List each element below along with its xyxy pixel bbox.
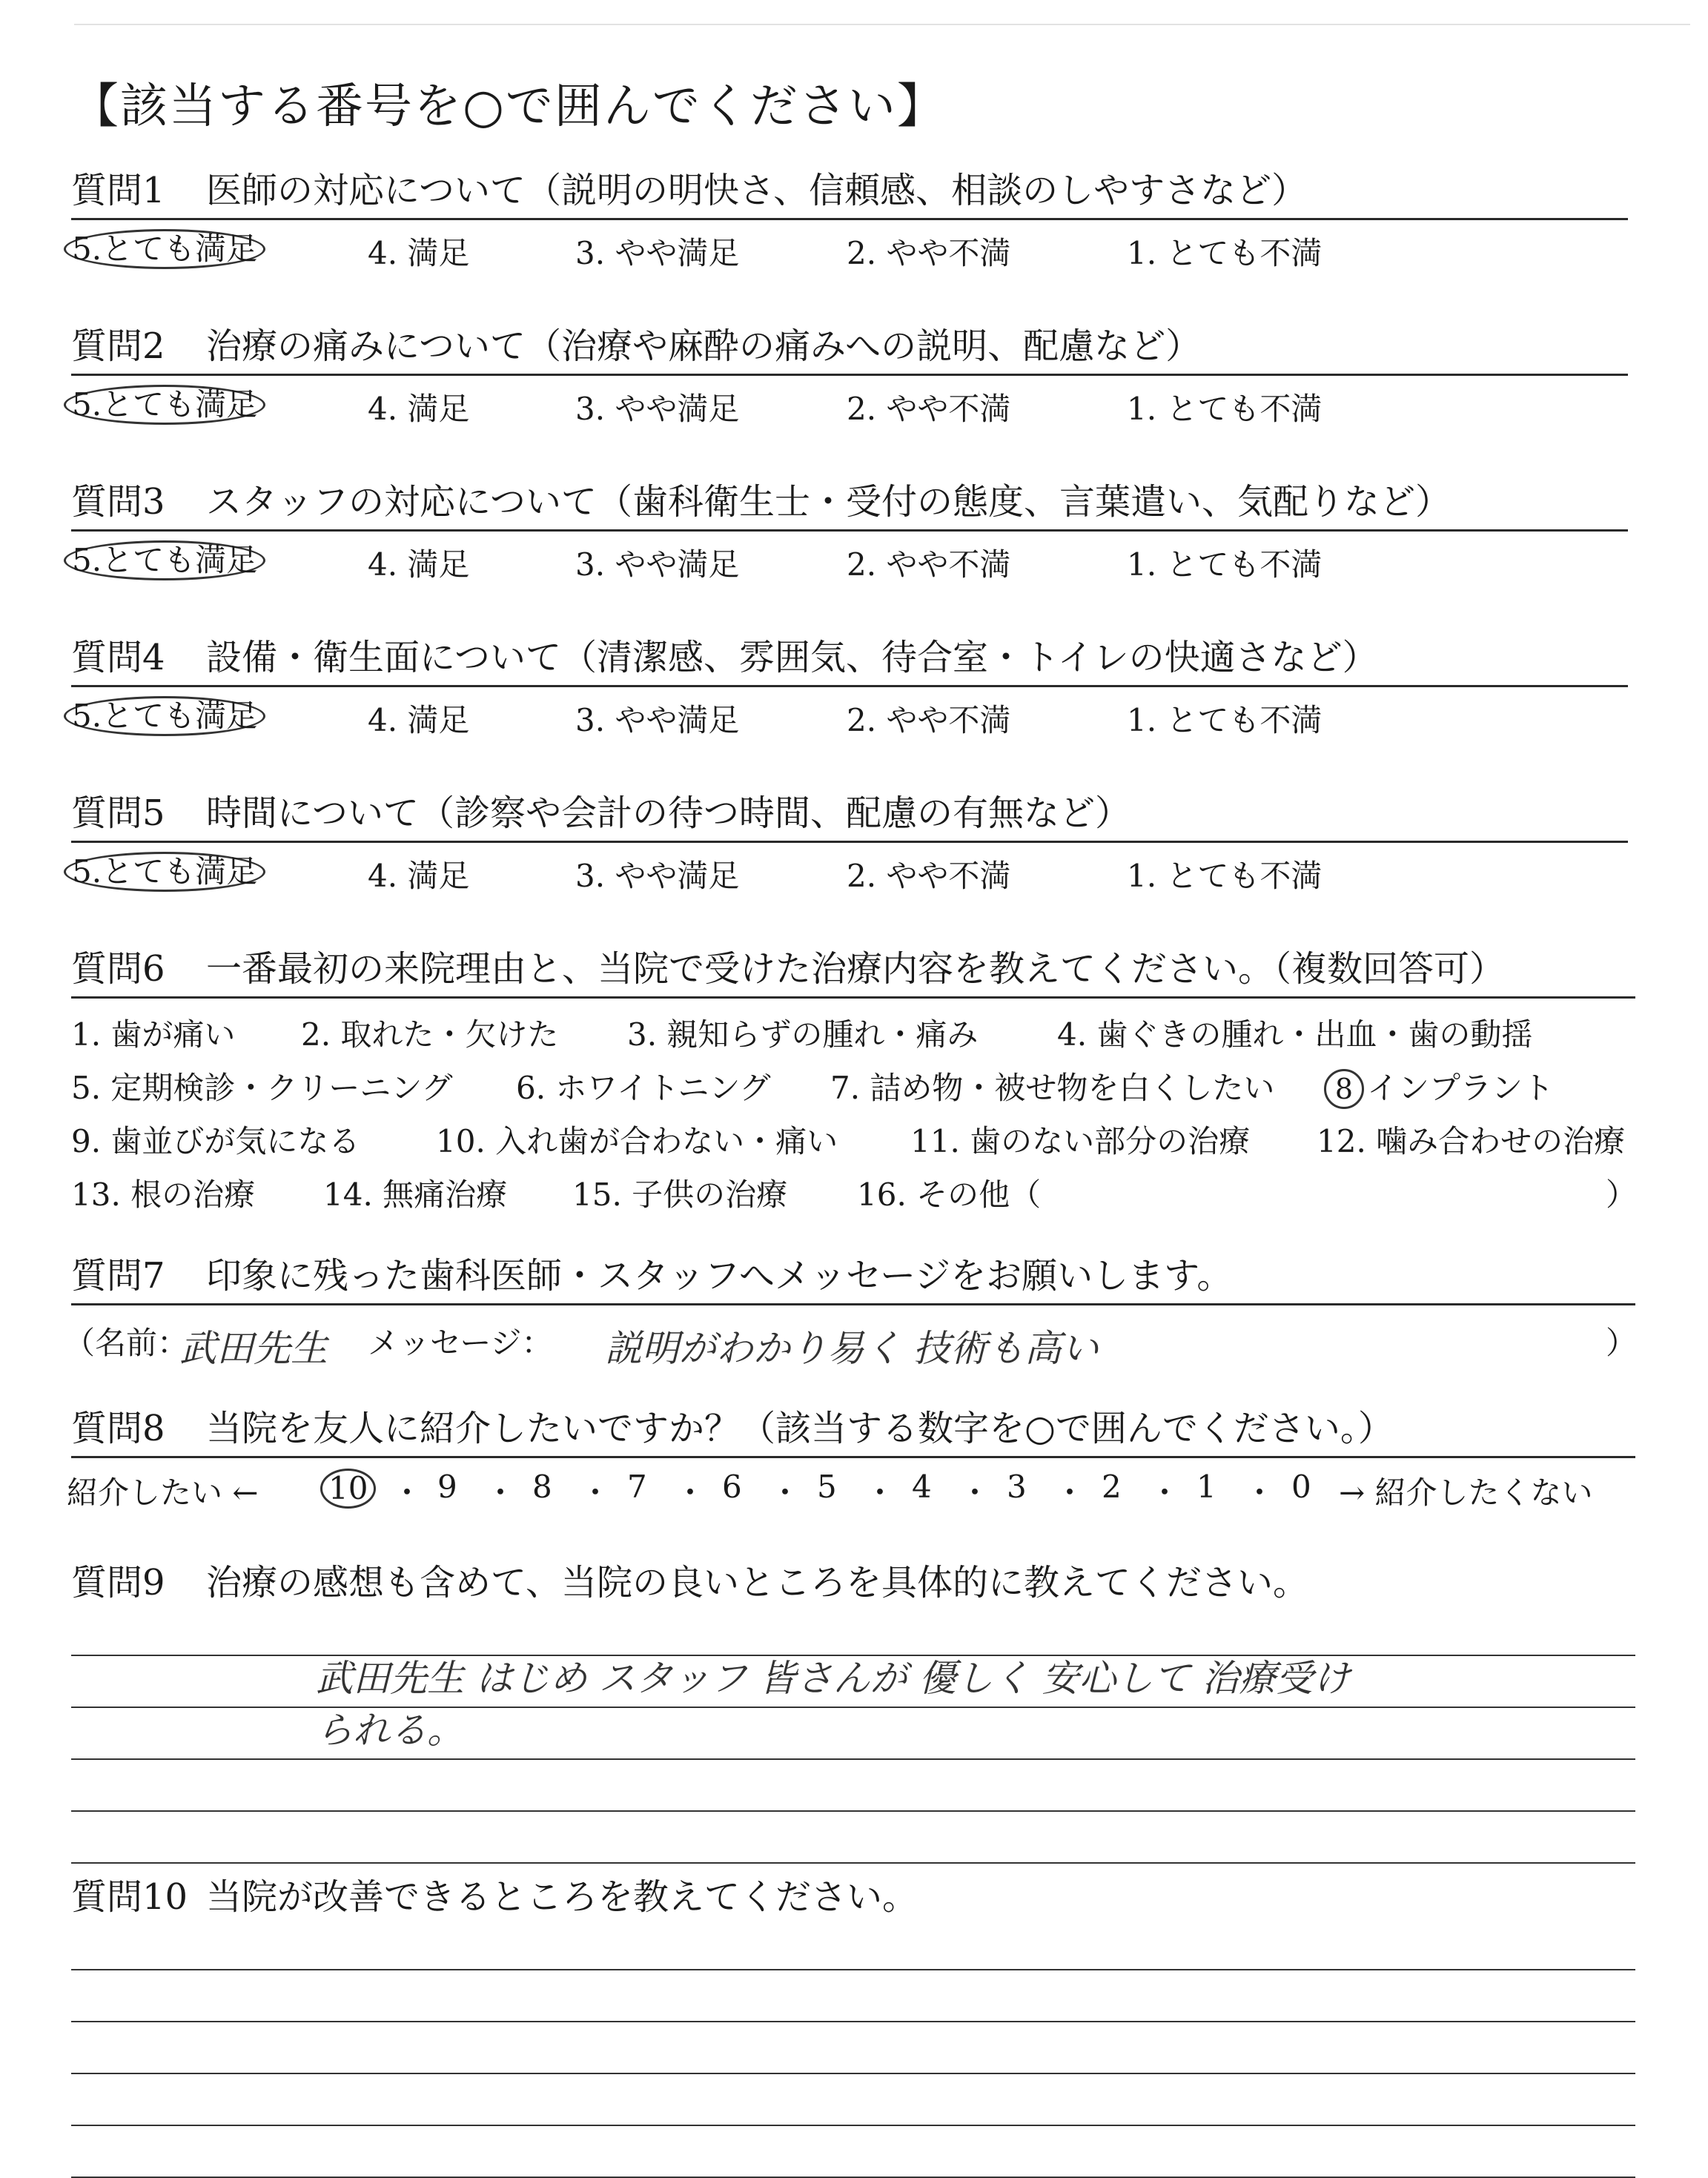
question-text: スタッフの対応について（歯科衛生士・受付の態度、言葉遣い、気配りなど） [206, 481, 1452, 523]
answer-option-2[interactable]: 2. やや不満 [847, 546, 1011, 583]
scale-option-1[interactable]: 1 [1196, 1469, 1217, 1505]
reason-option-6[interactable]: 6. ホワイトニング [516, 1070, 771, 1106]
question-10 [71, 1876, 1635, 2178]
question-2 [71, 325, 1628, 429]
referral-scale [67, 1469, 1635, 1513]
question-5 [71, 792, 1628, 896]
answer-option-3[interactable]: 3. やや満足 [575, 235, 740, 271]
scale-option-9[interactable]: 9 [437, 1469, 457, 1505]
answer-option-3[interactable]: 3. やや満足 [575, 391, 740, 427]
answer-option-4[interactable]: 4. 満足 [368, 391, 470, 427]
answer-option-5-selected[interactable]: 5.とても満足 [64, 696, 265, 736]
answer-line[interactable] [71, 2022, 1635, 2074]
reason-option-12[interactable]: 12. 噛み合わせの治療 [1317, 1123, 1626, 1159]
handwritten-answer: られる。 [316, 1709, 464, 1752]
message-row [64, 1314, 1638, 1370]
answer-line[interactable] [71, 2074, 1635, 2126]
scale-option-8[interactable]: 8 [532, 1469, 552, 1505]
answer-options [71, 696, 1628, 741]
reason-option-16-other[interactable]: 16. その他（ [857, 1176, 1042, 1213]
scale-separator: ・ [580, 1474, 612, 1511]
scale-separator: ・ [485, 1474, 517, 1511]
scale-separator: ・ [959, 1474, 991, 1511]
other-close-paren: ） [1606, 1176, 1638, 1213]
name-answer[interactable]: 武田先生 [179, 1327, 328, 1370]
question-number: 質問5 [71, 792, 165, 834]
scale-left-label: 紹介したい ← [67, 1474, 259, 1511]
question-9 [71, 1561, 1635, 1864]
message-close-paren: ） [1606, 1325, 1638, 1361]
reason-option-7[interactable]: 7. 詰め物・被せ物を白くしたい [830, 1070, 1275, 1106]
question-text: 治療の痛みについて（治療や麻酔の痛みへの説明、配慮など） [206, 325, 1202, 367]
answer-option-1[interactable]: 1. とても不満 [1127, 235, 1323, 271]
answer-option-3[interactable]: 3. やや満足 [575, 546, 740, 583]
answer-option-3[interactable]: 3. やや満足 [575, 702, 740, 738]
answer-option-1[interactable]: 1. とても不満 [1127, 702, 1323, 738]
message-label: メッセージ： [368, 1325, 553, 1361]
selected-circle: 8 [1324, 1069, 1364, 1109]
top-rule [74, 24, 1690, 25]
answer-option-2[interactable]: 2. やや不満 [847, 702, 1011, 738]
question-text: 治療の感想も含めて、当院の良いところを具体的に教えてください。 [206, 1562, 1309, 1603]
question-text: 当院が改善できるところを教えてください。 [206, 1876, 918, 1918]
answer-option-1[interactable]: 1. とても不満 [1127, 858, 1323, 894]
answer-option-1[interactable]: 1. とても不満 [1127, 391, 1323, 427]
reason-option-1[interactable]: 1. 歯が痛い [71, 1016, 236, 1053]
reason-options-grid [71, 1010, 1638, 1224]
question-number: 質問10 [71, 1876, 188, 1918]
scale-option-3[interactable]: 3 [1007, 1469, 1027, 1505]
scale-option-5[interactable]: 5 [817, 1469, 837, 1505]
scale-separator: ・ [1149, 1474, 1181, 1511]
reason-option-2[interactable]: 2. 取れた・欠けた [301, 1016, 559, 1053]
answer-option-2[interactable]: 2. やや不満 [847, 858, 1011, 894]
question-6 [71, 947, 1638, 1224]
question-number: 質問3 [71, 481, 165, 523]
handwritten-answer: 武田先生 はじめ スタッフ 皆さんが 優しく 安心して 治療受け [316, 1657, 1351, 1700]
reason-option-14[interactable]: 14. 無痛治療 [323, 1176, 508, 1213]
answer-line[interactable] [71, 2126, 1635, 2178]
message-answer[interactable]: 説明がわかり易く 技術も高い [605, 1327, 1099, 1370]
answer-line[interactable] [71, 1919, 1635, 1970]
question-3 [71, 480, 1628, 585]
answer-line[interactable] [71, 1970, 1635, 2022]
question-number: 質問2 [71, 325, 165, 367]
reason-option-4[interactable]: 4. 歯ぐきの腫れ・出血・歯の動揺 [1057, 1016, 1533, 1053]
answer-line[interactable] [71, 1760, 1635, 1812]
answer-options [71, 229, 1628, 274]
scale-option-10-selected[interactable]: 10 [320, 1469, 376, 1509]
answer-line[interactable] [71, 1812, 1635, 1864]
question-text: 設備・衛生面について（清潔感、雰囲気、待合室・トイレの快適さなど） [206, 637, 1378, 678]
reason-option-8-selected[interactable] [1324, 1064, 1554, 1109]
scale-separator: ・ [391, 1474, 423, 1511]
scale-option-6[interactable]: 6 [722, 1469, 742, 1505]
form-header: 【該当する番号を○で囲んでください】 [71, 79, 946, 134]
question-text: 医師の対応について（説明の明快さ、信頼感、相談のしやすさなど） [206, 170, 1308, 211]
scale-separator: ・ [769, 1474, 801, 1511]
question-number: 質問6 [71, 948, 165, 990]
reason-option-label: インプラント [1367, 1070, 1555, 1106]
scale-separator: ・ [864, 1474, 896, 1511]
question-number: 質問9 [71, 1562, 165, 1603]
scale-separator: ・ [1244, 1474, 1276, 1511]
answer-options [71, 540, 1628, 585]
answer-option-5-selected[interactable]: 5.とても満足 [64, 385, 265, 425]
answer-option-5-selected[interactable]: 5.とても満足 [64, 229, 265, 269]
answer-options [71, 852, 1628, 896]
scale-separator: ・ [675, 1474, 706, 1511]
answer-option-4[interactable]: 4. 満足 [368, 858, 470, 894]
reason-option-10[interactable]: 10. 入れ歯が合わない・痛い [436, 1123, 838, 1159]
answer-options [71, 385, 1628, 429]
reason-option-5[interactable]: 5. 定期検診・クリーニング [71, 1070, 453, 1106]
question-number: 質問4 [71, 637, 165, 678]
answer-option-2[interactable]: 2. やや不満 [847, 235, 1011, 271]
scale-option-4[interactable]: 4 [912, 1469, 932, 1505]
scale-option-2[interactable]: 2 [1102, 1469, 1122, 1505]
scale-option-0[interactable]: 0 [1291, 1469, 1311, 1505]
answer-option-1[interactable]: 1. とても不満 [1127, 546, 1323, 583]
question-number: 質問1 [71, 170, 165, 211]
reason-option-13[interactable]: 13. 根の治療 [71, 1176, 256, 1213]
answer-option-5-selected[interactable]: 5.とても満足 [64, 540, 265, 580]
reason-option-3[interactable]: 3. 親知らずの腫れ・痛み [627, 1016, 979, 1053]
answer-line[interactable] [71, 1708, 1635, 1760]
answer-option-2[interactable]: 2. やや不満 [847, 391, 1011, 427]
answer-option-4[interactable]: 4. 満足 [368, 546, 470, 583]
scale-option-7[interactable]: 7 [627, 1469, 647, 1505]
answer-option-5-selected[interactable]: 5.とても満足 [64, 852, 265, 892]
answer-line[interactable] [71, 1656, 1635, 1708]
answer-option-4[interactable]: 4. 満足 [368, 235, 470, 271]
question-4 [71, 636, 1628, 741]
scale-right-label: → 紹介したくない [1339, 1474, 1593, 1511]
name-label: （名前： [64, 1325, 189, 1361]
question-1 [71, 169, 1628, 274]
reason-option-11[interactable]: 11. 歯のない部分の治療 [910, 1123, 1251, 1159]
scale-separator: ・ [1054, 1474, 1086, 1511]
question-7 [64, 1254, 1638, 1370]
answer-option-3[interactable]: 3. やや満足 [575, 858, 740, 894]
question-8 [67, 1407, 1635, 1513]
question-number: 質問8 [71, 1408, 165, 1449]
reason-option-9[interactable]: 9. 歯並びが気になる [71, 1123, 360, 1159]
question-text: 一番最初の来院理由と、当院で受けた治療内容を教えてください。（複数回答可） [206, 948, 1506, 990]
answer-option-4[interactable]: 4. 満足 [368, 702, 470, 738]
question-text: 当院を友人に紹介したいですか？（該当する数字を○で囲んでください。） [206, 1408, 1394, 1449]
question-number: 質問7 [71, 1255, 165, 1297]
question-text: 印象に残った歯科医師・スタッフへメッセージをお願いします。 [206, 1255, 1233, 1297]
reason-option-15[interactable]: 15. 子供の治療 [572, 1176, 788, 1213]
question-text: 時間について（診察や会計の待つ時間、配慮の有無など） [206, 792, 1131, 834]
